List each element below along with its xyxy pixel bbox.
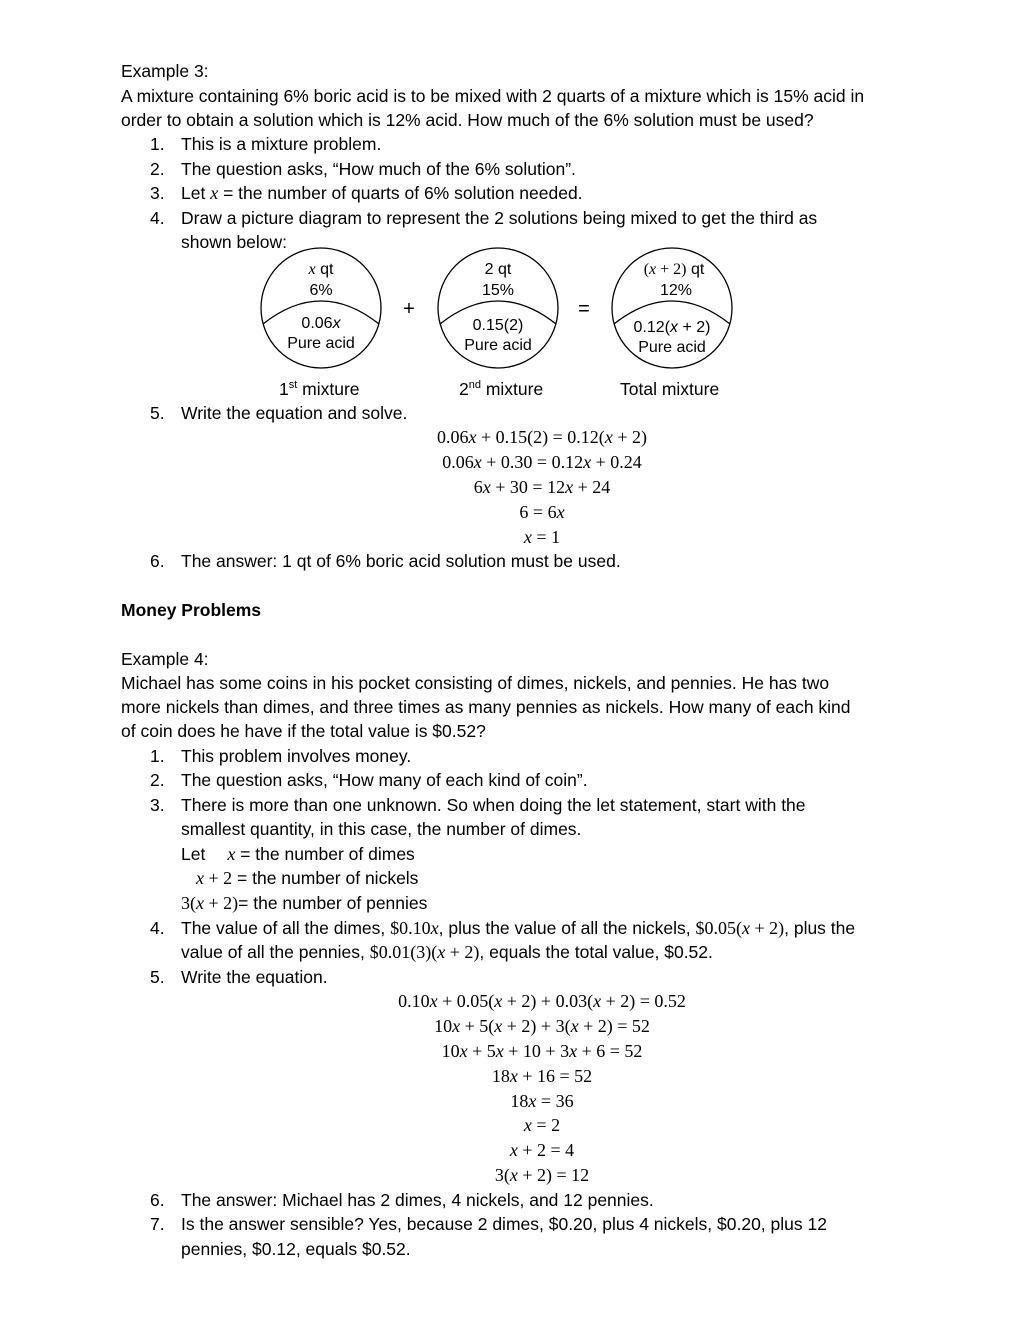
step-text: This problem involves money.	[181, 746, 412, 766]
circle-1-acid-amount: 0.06x	[301, 315, 341, 332]
let-statement-dimes	[181, 842, 415, 866]
step-text: The question asks, “How many of each kind of coin”.	[181, 770, 588, 790]
step-text: Draw a picture diagram to represent the 2 solutions being mixed to get the third as	[181, 208, 818, 228]
step-number: 4.	[150, 918, 165, 938]
let-statement-nickels	[196, 866, 418, 890]
step-text-continued: shown below:	[181, 232, 288, 252]
first-mixture-label	[279, 377, 360, 401]
equation-line: 18x + 16 = 52	[491, 1066, 593, 1086]
plus-sign: +	[403, 298, 415, 320]
step-text: Write the equation.	[181, 967, 328, 987]
equation-line: x + 2 = 4	[509, 1140, 575, 1160]
step-text: The answer: 1 qt of 6% boric acid solution must be used.	[181, 551, 621, 571]
expression: x + 2	[196, 868, 233, 888]
text-part: , plus the value of all the nickels,	[438, 918, 696, 938]
equation-line: 18x = 36	[510, 1091, 574, 1111]
label-part: mixture	[480, 379, 544, 399]
step-text-continued: smallest quantity, in this case, the number of dimes.	[181, 819, 582, 839]
total-mixture-label: Total mixture	[620, 379, 720, 399]
example-4-problem-line-2: more nickels than dimes, and three times as many pennies as nickels. How many of each kind	[121, 697, 851, 717]
circle-2-acid-amount: 0.15(2)	[472, 317, 524, 334]
let-text: = the number of nickels	[232, 868, 419, 888]
equation-line: x = 2	[523, 1115, 561, 1135]
step-number: 7.	[150, 1214, 165, 1234]
expression: $0.10x	[390, 918, 439, 938]
let-statement-pennies	[181, 891, 427, 915]
example-3-problem-line-1: A mixture containing 6% boric acid is to be mixed with 2 quarts of a mixture which is 15% acid in	[121, 86, 865, 106]
example-3-title: Example 3:	[121, 61, 209, 81]
variable-x: x	[227, 844, 236, 864]
label-part: 2	[459, 379, 469, 399]
expression: 3(x + 2)	[181, 893, 239, 913]
equation-line: 10x + 5x + 10 + 3x + 6 = 52	[441, 1041, 643, 1061]
equation-line: 0.06x + 0.15(2) = 0.12(x + 2)	[437, 427, 647, 447]
second-mixture-label	[459, 377, 543, 401]
let-text: = the number of pennies	[238, 893, 428, 913]
example-4-problem-line-1: Michael has some coins in his pocket consisting of dimes, nickels, and pennies. He has two	[121, 673, 830, 693]
circle-3-quantity: (x + 2) qt	[643, 261, 705, 278]
step-number: 2.	[150, 770, 165, 790]
equals-sign: =	[578, 298, 590, 320]
example-4-problem-line-3: of coin does he have if the total value is $0.52?	[121, 721, 486, 741]
variable-x: x	[210, 183, 219, 203]
step-number: 5.	[150, 967, 165, 987]
equation-line: 10x + 5(x + 2) + 3(x + 2) = 52	[434, 1016, 650, 1036]
circle-1-percent: 6%	[309, 282, 333, 299]
text-part: The value of all the dimes,	[181, 918, 391, 938]
step-text-continued: pennies, $0.12, equals $0.52.	[181, 1239, 411, 1259]
step-number: 6.	[150, 1190, 165, 1210]
step-number: 1.	[150, 746, 165, 766]
step-text: This is a mixture problem.	[181, 134, 382, 154]
step-text: Write the equation and solve.	[181, 403, 408, 423]
step-number: 6.	[150, 551, 165, 571]
example-4-title: Example 4:	[121, 649, 209, 669]
circle-3-acid-amount: 0.12(x + 2)	[633, 319, 711, 336]
step-number: 1.	[150, 134, 165, 154]
step-number: 4.	[150, 208, 165, 228]
label-superscript: nd	[468, 379, 481, 392]
circle-2-pure-acid: Pure acid	[464, 337, 532, 354]
text-part: value of all the pennies,	[181, 942, 370, 962]
circle-3-pure-acid: Pure acid	[638, 339, 706, 356]
equation-line: 6x + 30 = 12x + 24	[473, 477, 611, 497]
equation-line: 3(x + 2) = 12	[494, 1165, 590, 1185]
circle-2-percent: 15%	[481, 282, 515, 299]
equation-line: 6 = 6x	[519, 502, 565, 522]
expression: $0.05(x + 2)	[695, 918, 785, 938]
let-keyword: Let	[181, 844, 206, 864]
text-part: , plus the	[784, 918, 856, 938]
step-text: The question asks, “How much of the 6% solution”.	[181, 159, 576, 179]
step-text: Is the answer sensible? Yes, because 2 dimes, $0.20, plus 4 nickels, $0.20, plus 12	[181, 1214, 827, 1234]
label-superscript: st	[288, 379, 298, 392]
step-text: The answer: Michael has 2 dimes, 4 nickels, and 12 pennies.	[181, 1190, 654, 1210]
example-3-problem-line-2: order to obtain a solution which is 12% acid. How much of the 6% solution must be used?	[121, 110, 814, 130]
equation-line: x = 1	[523, 527, 561, 547]
step-text-part: = the number of quarts of 6% solution needed.	[218, 183, 583, 203]
step-number: 3.	[150, 795, 165, 815]
step-number: 5.	[150, 403, 165, 423]
label-part: mixture	[297, 379, 360, 399]
step-text	[181, 916, 855, 940]
circle-1-quantity: x qt	[308, 261, 334, 278]
label-part: 1	[279, 379, 289, 399]
text-part: , equals the total value, $0.52.	[479, 942, 713, 962]
equation-line: 0.06x + 0.30 = 0.12x + 0.24	[442, 452, 642, 472]
step-number: 3.	[150, 183, 165, 203]
step-text: There is more than one unknown. So when doing the let statement, start with the	[181, 795, 806, 815]
circle-2-quantity: 2 qt	[484, 261, 512, 278]
section-heading: Money Problems	[121, 600, 262, 620]
circle-3-percent: 12%	[659, 282, 693, 299]
step-number: 2.	[150, 159, 165, 179]
expression: $0.01(3)(x + 2)	[369, 942, 480, 962]
step-text	[181, 181, 583, 205]
let-text: = the number of dimes	[235, 844, 415, 864]
equation-line: 0.10x + 0.05(x + 2) + 0.03(x + 2) = 0.52	[398, 991, 686, 1011]
circle-1-pure-acid: Pure acid	[287, 335, 355, 352]
step-text-continued	[181, 940, 713, 964]
step-text-part: Let	[181, 183, 211, 203]
